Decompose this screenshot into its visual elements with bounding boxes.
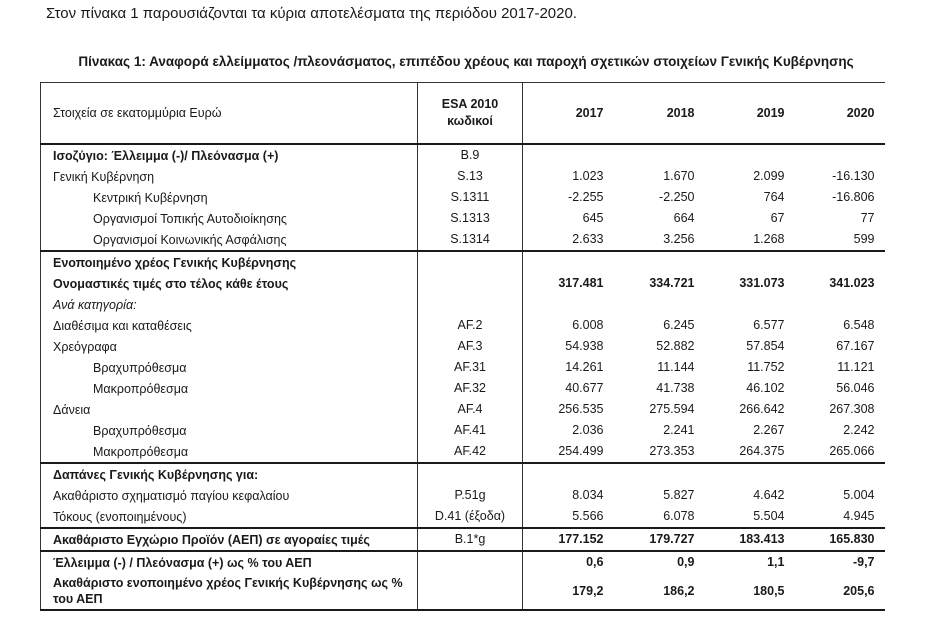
row-value-2017: 254.499 <box>558 444 604 458</box>
row-value-2018: 41.738 <box>656 381 695 395</box>
row-value-2020: 341.023 <box>829 276 875 290</box>
row-value-2018: 275.594 <box>649 402 695 416</box>
row-value-2020: 6.548 <box>843 318 875 332</box>
row-label: Ανά κατηγορία: <box>41 294 418 315</box>
table-row <box>41 551 885 573</box>
row-esa-code: S.13 <box>418 166 523 187</box>
row-esa-code: AF.31 <box>418 357 523 378</box>
col-header-esa-line2: κωδικοί <box>447 114 493 128</box>
row-label: Κεντρική Κυβέρνηση <box>41 187 418 208</box>
table-row <box>41 187 885 208</box>
row-label: Ονομαστικές τιμές στο τέλος κάθε έτους <box>41 273 418 294</box>
row-value-2020: -9,7 <box>795 551 885 573</box>
row-value-2020: 2.242 <box>843 423 875 437</box>
row-value-2017: 14.261 <box>565 360 604 374</box>
row-value-2018 <box>614 294 705 315</box>
row-esa-code: B.1*g <box>418 528 523 551</box>
row-value-2018: 11.144 <box>657 360 695 374</box>
col-header-year-2018: 2018 <box>666 106 695 120</box>
row-esa-code: S.1313 <box>418 208 523 229</box>
row-value-2020: 77 <box>860 211 875 225</box>
table-row <box>41 378 885 399</box>
row-value-2020 <box>795 251 885 273</box>
row-esa-code: S.1311 <box>418 187 523 208</box>
row-label: Ακαθάριστο ενοποιημένο χρέος Γενικής Κυβέρνησης ως % του ΑΕΠ <box>41 573 418 610</box>
row-value-2017: -2.255 <box>568 190 604 204</box>
row-value-2019: 183.413 <box>705 528 795 551</box>
row-value-2019: 6.577 <box>753 318 785 332</box>
row-value-2018: 52.882 <box>656 339 695 353</box>
table-row <box>41 229 885 251</box>
row-value-2019: 4.642 <box>753 488 785 502</box>
table-row <box>41 506 885 528</box>
row-label: Γενική Κυβέρνηση <box>41 166 418 187</box>
col-header-esa-line1: ESA 2010 <box>441 97 499 111</box>
row-esa-code: S.1314 <box>418 229 523 251</box>
row-value-2017: 8.034 <box>572 488 604 502</box>
row-value-2020: 599 <box>853 232 875 246</box>
row-esa-code <box>418 551 523 573</box>
row-value-2018: 1.670 <box>663 169 695 183</box>
row-value-2019: 764 <box>763 190 785 204</box>
row-value-2017: 179,2 <box>572 583 604 598</box>
document-page <box>0 4 932 636</box>
row-value-2020: 11.121 <box>837 360 875 374</box>
row-esa-code <box>418 273 523 294</box>
table-row <box>41 251 885 273</box>
row-value-2017: 1.023 <box>572 169 604 183</box>
row-value-2018: -2.250 <box>659 190 695 204</box>
row-value-2019: 1.268 <box>753 232 785 246</box>
row-value-2019: 5.504 <box>753 509 785 523</box>
row-value-2017: 317.481 <box>558 276 604 290</box>
row-value-2017: 0,6 <box>523 551 614 573</box>
row-value-2017: 177.152 <box>523 528 614 551</box>
row-label: Μακροπρόθεσμα <box>41 378 418 399</box>
row-esa-code: AF.2 <box>418 315 523 336</box>
table-row <box>41 144 885 166</box>
table-row <box>41 294 885 315</box>
row-value-2019: 331.073 <box>739 276 785 290</box>
table-header-row <box>41 83 885 145</box>
row-value-2017: 6.008 <box>572 318 604 332</box>
row-value-2018: 6.078 <box>663 509 695 523</box>
table-row <box>41 441 885 463</box>
row-label: Ακαθάριστο σχηματισμό παγίου κεφαλαίου <box>41 485 418 506</box>
table-row <box>41 528 885 551</box>
row-value-2020: 4.945 <box>843 509 875 523</box>
row-value-2018: 334.721 <box>649 276 695 290</box>
table-row <box>41 166 885 187</box>
row-value-2018: 186,2 <box>663 583 695 598</box>
row-value-2019: 46.102 <box>746 381 785 395</box>
row-value-2020: -16.806 <box>832 190 875 204</box>
row-value-2017 <box>523 144 614 166</box>
row-value-2018: 6.245 <box>663 318 695 332</box>
row-esa-code: AF.32 <box>418 378 523 399</box>
row-value-2019: 1,1 <box>705 551 795 573</box>
row-label: Ακαθάριστο Εγχώριο Προϊόν (ΑΕΠ) σε αγοραίες τιμές <box>41 528 418 551</box>
row-esa-code <box>418 294 523 315</box>
col-header-year-2017: 2017 <box>575 106 604 120</box>
row-value-2020: 5.004 <box>843 488 875 502</box>
row-label: Βραχυπρόθεσμα <box>41 420 418 441</box>
row-label: Έλλειμμα (-) / Πλεόνασμα (+) ως % του ΑΕΠ <box>41 551 418 573</box>
row-value-2020: 265.066 <box>829 444 875 458</box>
row-value-2018: 664 <box>673 211 695 225</box>
row-value-2019 <box>705 144 795 166</box>
row-value-2020 <box>795 294 885 315</box>
row-value-2018: 273.353 <box>649 444 695 458</box>
row-value-2017: 256.535 <box>558 402 604 416</box>
row-value-2019: 2.099 <box>753 169 785 183</box>
row-label: Χρεόγραφα <box>41 336 418 357</box>
table-header <box>41 83 885 145</box>
row-value-2018: 5.827 <box>663 488 695 502</box>
table-row <box>41 463 885 485</box>
table-row <box>41 573 885 610</box>
row-value-2017: 2.036 <box>572 423 604 437</box>
row-value-2018 <box>614 251 705 273</box>
row-value-2020 <box>795 463 885 485</box>
row-value-2017 <box>523 463 614 485</box>
row-esa-code <box>418 251 523 273</box>
row-esa-code: AF.41 <box>418 420 523 441</box>
table-body <box>41 144 885 610</box>
table-row <box>41 208 885 229</box>
row-esa-code: AF.3 <box>418 336 523 357</box>
row-value-2018 <box>614 144 705 166</box>
row-value-2018: 3.256 <box>663 232 695 246</box>
row-label: Οργανισμοί Κοινωνικής Ασφάλισης <box>41 229 418 251</box>
row-value-2020: 165.830 <box>795 528 885 551</box>
col-header-units: Στοιχεία σε εκατομμύρια Ευρώ <box>41 83 418 145</box>
row-value-2017: 2.633 <box>572 232 604 246</box>
row-value-2019: 11.752 <box>747 360 785 374</box>
row-value-2020 <box>795 144 885 166</box>
intro-paragraph: Στον πίνακα 1 παρουσιάζονται τα κύρια αποτελέσματα της περιόδου 2017-2020. <box>46 5 577 22</box>
row-value-2019: 57.854 <box>746 339 785 353</box>
row-label: Βραχυπρόθεσμα <box>41 357 418 378</box>
table-row <box>41 336 885 357</box>
row-value-2020: -16.130 <box>832 169 875 183</box>
row-value-2017: 5.566 <box>572 509 604 523</box>
row-value-2018: 0,9 <box>614 551 705 573</box>
row-label: Οργανισμοί Τοπικής Αυτοδιοίκησης <box>41 208 418 229</box>
row-value-2019 <box>705 251 795 273</box>
table-row <box>41 420 885 441</box>
row-value-2020: 67.167 <box>836 339 875 353</box>
row-esa-code: D.41 (έξοδα) <box>418 506 523 528</box>
row-value-2018: 2.241 <box>663 423 695 437</box>
table-row <box>41 357 885 378</box>
row-label: Δαπάνες Γενικής Κυβέρνησης για: <box>41 463 418 485</box>
row-label: Ενοποιημένο χρέος Γενικής Κυβέρνησης <box>41 251 418 273</box>
row-value-2017: 645 <box>582 211 604 225</box>
row-label: Ισοζύγιο: Έλλειμμα (-)/ Πλεόνασμα (+) <box>41 144 418 166</box>
row-value-2020: 205,6 <box>843 583 875 598</box>
row-value-2020: 56.046 <box>836 381 875 395</box>
row-value-2017: 40.677 <box>565 381 604 395</box>
table-row <box>41 485 885 506</box>
row-esa-code: AF.42 <box>418 441 523 463</box>
row-label: Μακροπρόθεσμα <box>41 441 418 463</box>
row-value-2019: 67 <box>770 211 785 225</box>
row-value-2017: 54.938 <box>565 339 604 353</box>
row-esa-code <box>418 573 523 610</box>
col-header-year-2020: 2020 <box>846 106 875 120</box>
row-label: Δάνεια <box>41 399 418 420</box>
row-value-2020: 267.308 <box>829 402 875 416</box>
table-caption: Πίνακας 1: Αναφορά ελλείμματος /πλεονάσματος, επιπέδου χρέους και παροχή σχετικών στοιχείων Γενικής Κυβέρνησης <box>78 54 854 69</box>
row-value-2019: 180,5 <box>753 583 785 598</box>
row-value-2017 <box>523 294 614 315</box>
row-esa-code: AF.4 <box>418 399 523 420</box>
table-row <box>41 399 885 420</box>
row-value-2017 <box>523 251 614 273</box>
row-label: Τόκους (ενοποιημένους) <box>41 506 418 528</box>
col-header-year-2019: 2019 <box>756 106 785 120</box>
row-value-2019: 266.642 <box>739 402 785 416</box>
row-esa-code: P.51g <box>418 485 523 506</box>
row-value-2019: 2.267 <box>753 423 785 437</box>
row-esa-code <box>418 463 523 485</box>
deficit-debt-table <box>40 82 885 611</box>
row-value-2018: 179.727 <box>614 528 705 551</box>
table-row <box>41 315 885 336</box>
row-value-2018 <box>614 463 705 485</box>
row-value-2019: 264.375 <box>739 444 785 458</box>
col-header-esa <box>418 83 523 145</box>
row-value-2019 <box>705 294 795 315</box>
row-label: Διαθέσιμα και καταθέσεις <box>41 315 418 336</box>
row-esa-code: B.9 <box>418 144 523 166</box>
row-value-2019 <box>705 463 795 485</box>
table-row <box>41 273 885 294</box>
